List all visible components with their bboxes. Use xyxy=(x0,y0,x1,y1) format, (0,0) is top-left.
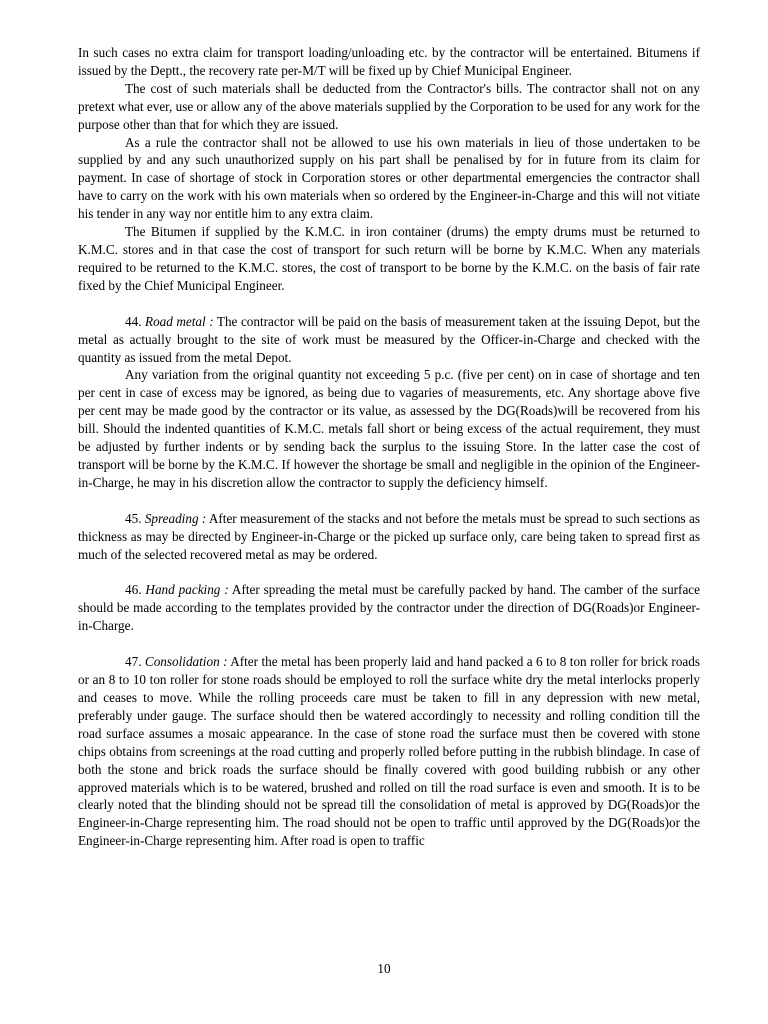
section-number: 45. xyxy=(125,510,142,526)
section-term: Road metal : xyxy=(145,313,214,329)
paragraph-road-metal-variation: Any variation from the original quantity not exceeding 5 p.c. (five per cent) on in case of shortage and ten per cent in case of excess may be ignored, as being due to vagaries of measurements, etc. Any shortage above five per cent may be made good by the contractor or its value, as assessed by the DG(Roads)will be recovered from his bill. Should the indented quantities of K.M.C. metals fall short or being excess of the actual requirement, they must be adjusted by further indents or by sending back the surplus to the issuing Store. In the latter case the cost of transport will be borne by the K.M.C. If however the shortage be small and negligible in the opinion of the Engineer-in-Charge, he may in his discretion allow the contractor to supply the deficiency himself. xyxy=(78,367,700,490)
paragraph-bitumen-drums: The Bitumen if supplied by the K.M.C. in iron container (drums) the empty drums must be returned to K.M.C. stores and in that case the cost of transport for such return will be borne by K.M.C. When any materials required to be returned to the K.M.C. stores, the cost of transport to be borne by the K.M.C. on the basis of fair rate fixed by the Chief Municipal Engineer. xyxy=(78,224,700,293)
section-number: 47. xyxy=(125,654,142,670)
section-text: After measurement of the stacks and not before the metals must be spread to such sections as thickness as may be directed by Engineer-in-Charge or the picked up surface only, care being taken to spread first as much of the selected recovered metal as may be ordered. xyxy=(78,510,700,562)
section-text: After spreading the metal must be carefully packed by hand. The camber of the surface should be made according to the templates provided by the contractor under the direction of DG(Roads)or Engineer-in-Charge. xyxy=(78,582,701,634)
paragraph-transport-claims: In such cases no extra claim for transport loading/unloading etc. by the contractor will be entertained. Bitumens if issued by the Deptt., the recovery rate per-M/T will be fixed up by Chief Municipal Engineer. xyxy=(78,45,700,78)
section-45-spreading xyxy=(78,510,700,564)
section-term: Spreading : xyxy=(144,510,207,526)
page-number: 10 xyxy=(377,961,391,976)
section-47-consolidation xyxy=(78,653,700,850)
section-text: After the metal has been properly laid and hand packed a 6 to 8 ton roller for brick roads or an 8 to 10 ton roller for stone roads should be employed to roll the surface white dry the metal interlocks properly and ceases to move. While the rolling proceeds care must be taken to fill in any depression with new metal, preferably under gauge. The surface should then be watered accordingly to necessity and rolling condition till the road surface assumes a mosaic appearance. In the case of stone road the surface must then be covered with stone chips obtains from screenings at the road cutting and properly rolled before putting in the rubbish blindage. In case of both the stone and brick roads the surface should be finally covered with good building rubbish or any other approved materials which is to be watered, brushed and rolled on till the road surface is even and smooth. It is to be clearly noted that the blinding should not be spread till the consolidation of metal is approved by DG(Roads)or the Engineer-in-Charge representing him. The road should not be open to traffic until approved by the DG(Roads)or the Engineer-in-Charge representing him. After road is open to traffic xyxy=(78,654,700,849)
section-44-road-metal xyxy=(78,313,700,367)
section-number: 46. xyxy=(125,582,142,598)
paragraph-material-cost: The cost of such materials shall be deducted from the Contractor's bills. The contractor shall not on any pretext what ever, use or allow any of the above materials supplied by the Corporation to be used for any work for the purpose other than that for which they are issued. xyxy=(78,80,700,132)
paragraph-own-materials: As a rule the contractor shall not be allowed to use his own materials in lieu of those undertaken to be supplied by and any such unauthorized supply on his part shall be penalised by for in future from its claim for payment. In case of shortage of stock in Corporation stores or other departmental emergencies the contractor shall have to carry on the work with his own materials when so ordered by the Engineer-in-Charge and this will not vitiate his tender in any way nor entitle him to any extra claim. xyxy=(78,134,700,222)
section-text: The contractor will be paid on the basis of measurement taken at the issuing Depot, but the metal as actually brought to the site of work must be measured by the Officer-in-Charge and checked with the quantity as issued from the metal Depot. xyxy=(78,313,700,365)
document-body xyxy=(78,44,700,850)
section-46-hand-packing xyxy=(78,581,700,635)
section-term: Hand packing : xyxy=(145,582,229,598)
section-term: Consolidation : xyxy=(144,654,228,670)
section-number: 44. xyxy=(125,313,142,329)
